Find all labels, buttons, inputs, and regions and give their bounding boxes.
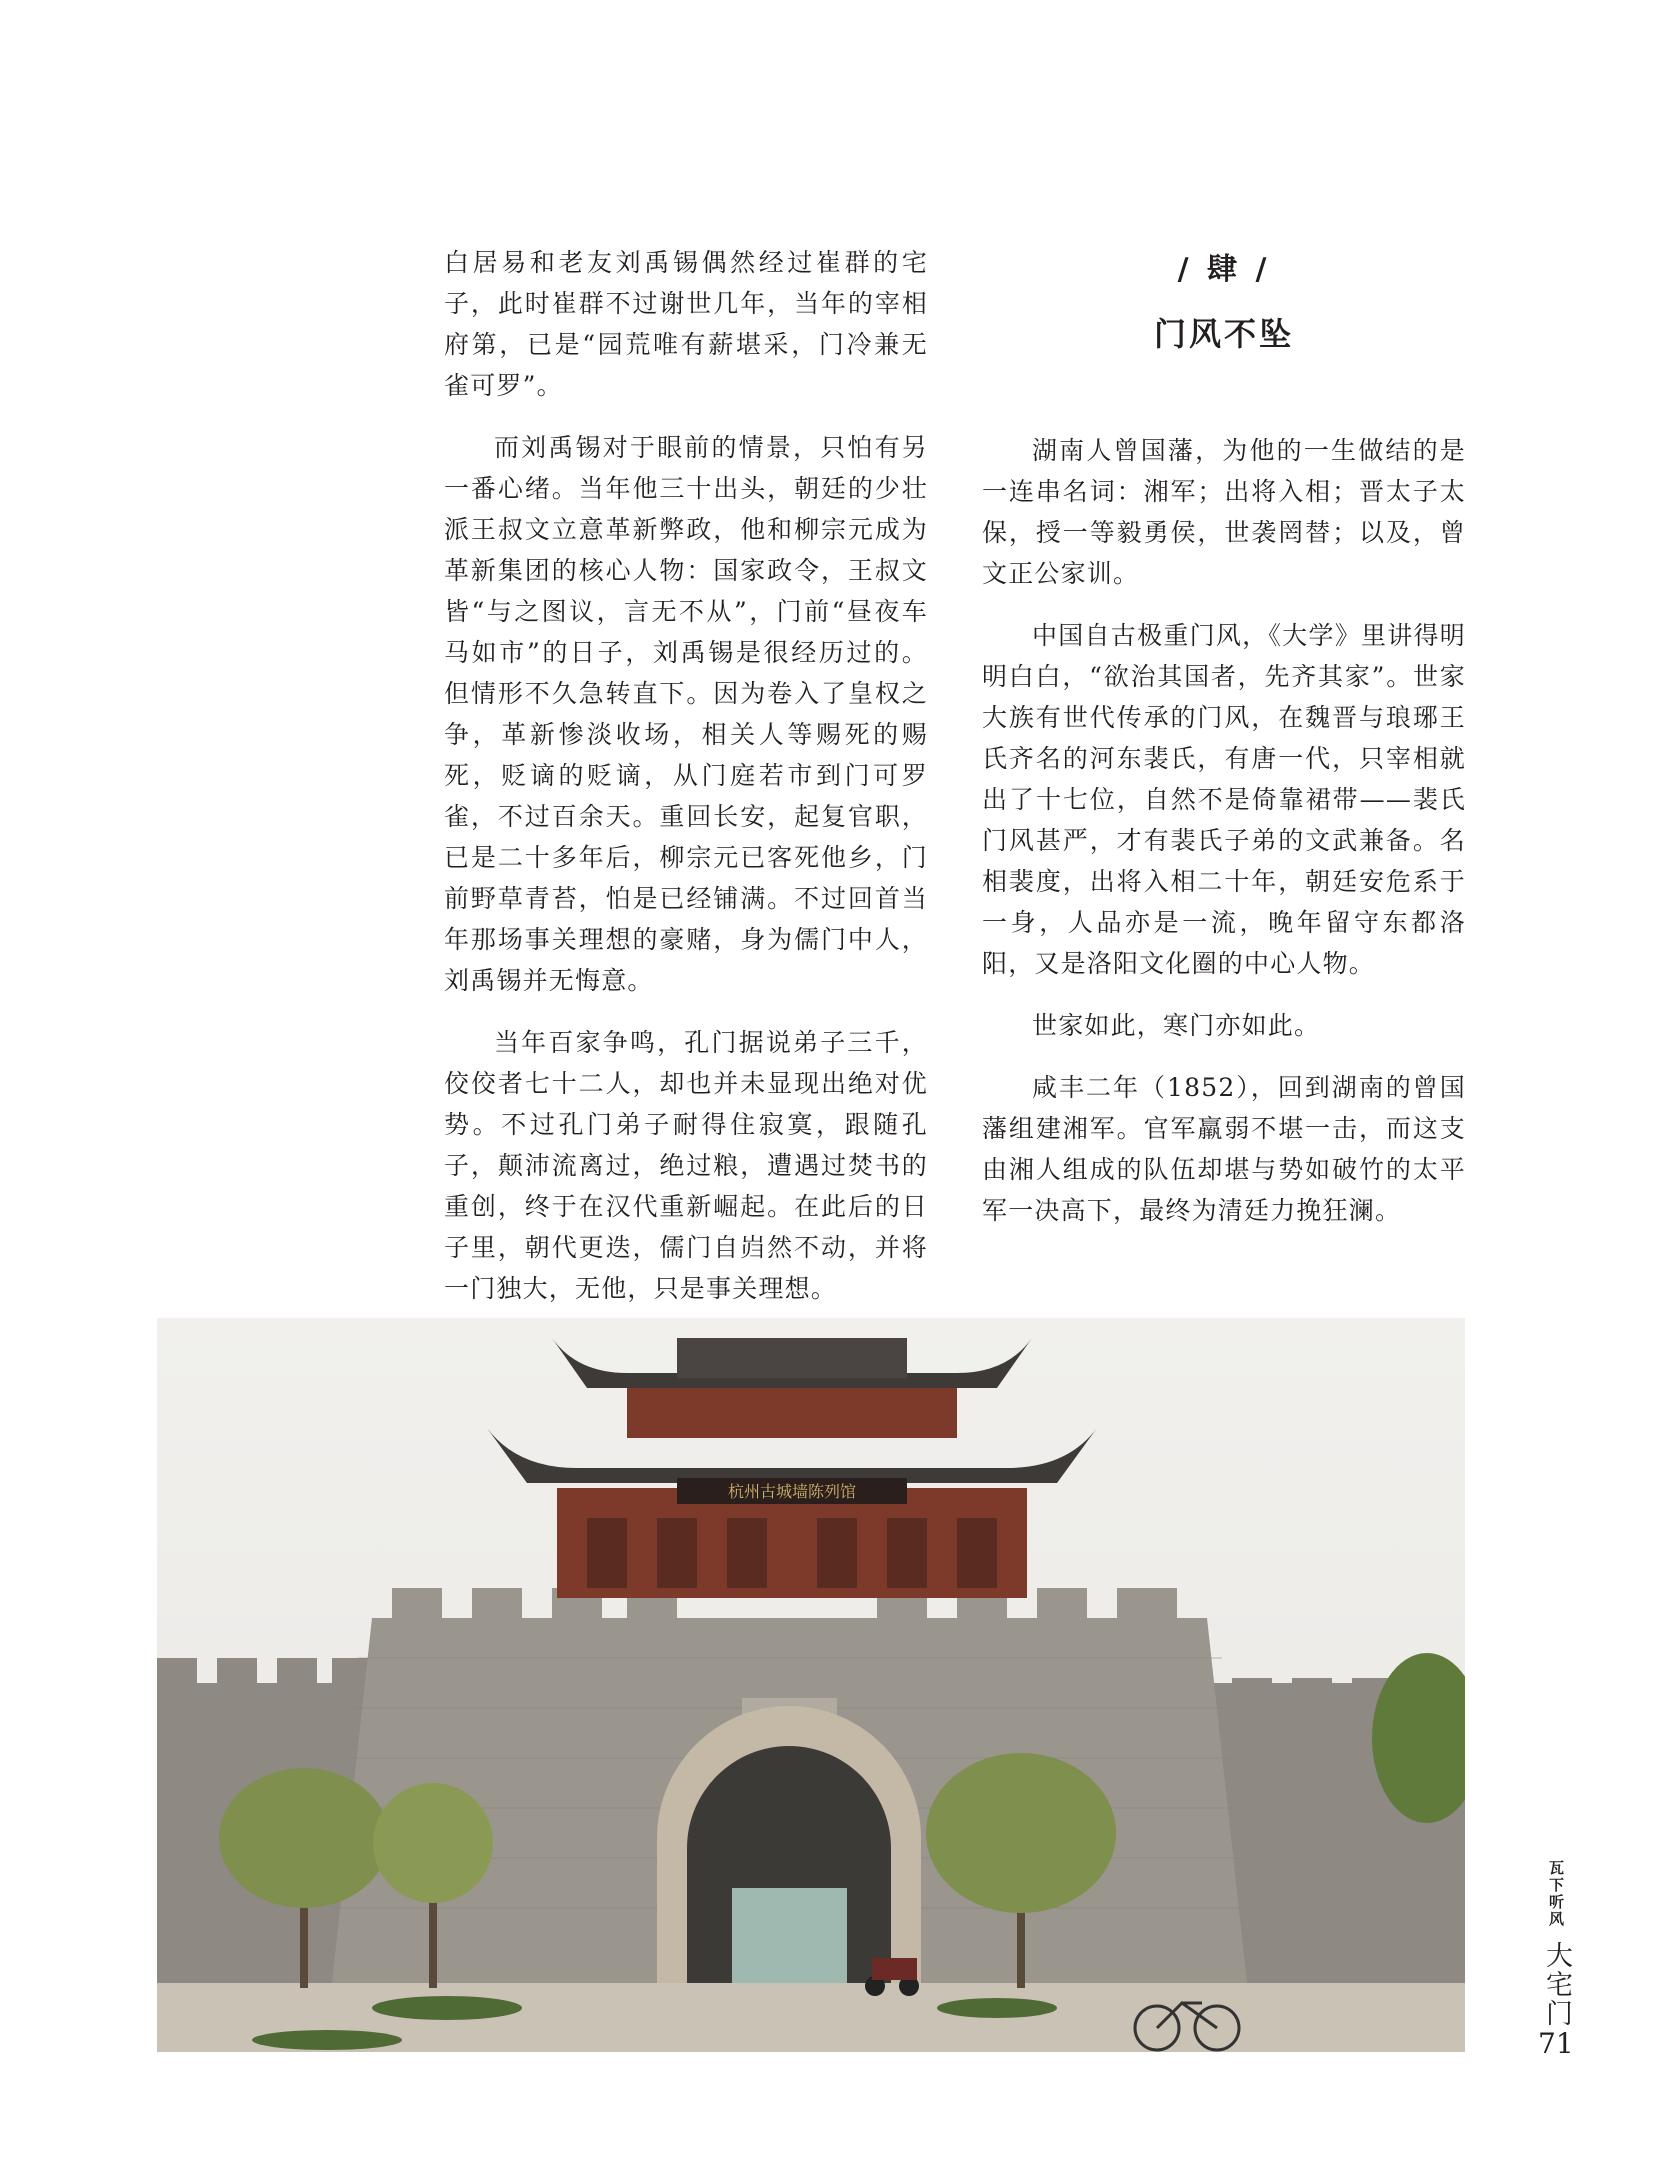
section-number: / 肆 / xyxy=(1177,252,1271,287)
right-text-column xyxy=(982,430,1466,1252)
paragraph: 而刘禹锡对于眼前的情景，只怕有另一番心绪。当年他三十出头，朝廷的少壮派王叔文立意革新弊政，他和柳宗元成为革新集团的核心人物：国家政令，王叔文皆“与之图议，言无不从”，门前“昼夜车马如市”的日子，刘禹锡是很经历过的。但情形不久急转直下。因为卷入了皇权之争，革新惨淡收场，相关人等赐死的赐死，贬谪的贬谪，从门庭若市到门可罗雀，不过百余天。重回长安，起复官职，已是二十多年后，柳宗元已客死他乡，门前野草青苔，怕是已经铺满。不过回首当年那场事关理想的豪赌，身为儒门中人，刘禹锡并无悔意。 xyxy=(444,433,928,995)
paragraph: 白居易和老友刘禹锡偶然经过崔群的宅子，此时崔群不过谢世几年，当年的宰相府第，已是“园荒唯有薪堪采，门冷兼无雀可罗”。 xyxy=(444,248,928,400)
paragraph: 中国自古极重门风，《大学》里讲得明明白白，“欲治其国者，先齐其家”。世家大族有世代传承的门风，在魏晋与琅琊王氏齐名的河东裴氏，有唐一代，只宰相就出了十七位，自然不是倚靠裙带——裴氏门风甚严，才有裴氏子弟的文武兼备。名相裴度，出将入相二十年，朝廷安危系于一身，人品亦是一流，晚年留守东都洛阳，又是洛阳文化圈的中心人物。 xyxy=(982,621,1466,978)
paragraph: 当年百家争鸣，孔门据说弟子三千，佼佼者七十二人，却也并未显现出绝对优势。不过孔门弟子耐得住寂寞，跟随孔子，颠沛流离过，绝过粮，遭遇过焚书的重创，终于在汉代重新崛起。在此后的日子里，朝代更迭，儒门自岿然不动，并将一门独大，无他，只是事关理想。 xyxy=(444,1028,928,1303)
paragraph: 世家如此，寒门亦如此。 xyxy=(1032,1011,1321,1040)
paragraph: 咸丰二年（1852），回到湖南的曾国藩组建湘军。官军羸弱不堪一击，而这支由湘人组成的队伍却堪与势如破竹的太平军一决高下，最终为清廷力挽狂澜。 xyxy=(982,1073,1466,1225)
plaque-text: 杭州古城墙陈列馆 xyxy=(727,1482,857,1501)
page-number: 71 xyxy=(1538,2027,1574,2060)
section-heading xyxy=(982,250,1466,356)
paragraph: 湖南人曾国藩，为他的一生做结的是一连串名词：湘军；出将入相；晋太子太保，授一等毅勇侯，世袭罔替；以及，曾文正公家训。 xyxy=(982,436,1466,588)
city-gate-illustration xyxy=(157,1318,1465,2052)
topic-name: 大宅门 xyxy=(1541,1941,1572,2028)
left-text-column xyxy=(444,242,928,1330)
city-gate-photo xyxy=(157,1318,1465,2052)
section-title: 门风不坠 xyxy=(1153,315,1294,353)
running-side-label xyxy=(1536,1860,1576,2028)
column-name: 瓦下听风 xyxy=(1547,1860,1565,1928)
